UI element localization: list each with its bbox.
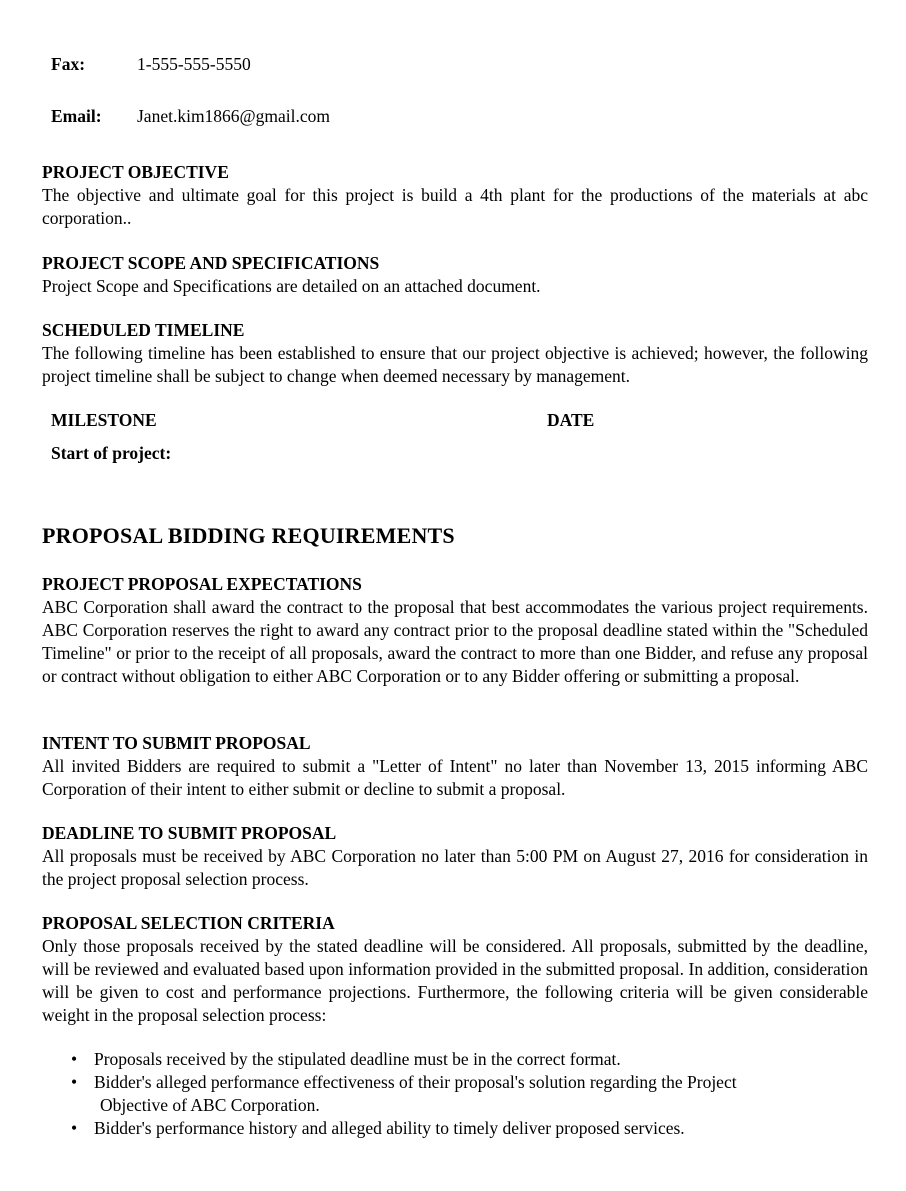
project-scope-text: Project Scope and Specifications are detailed on an attached document.: [42, 276, 541, 296]
fax-value: 1-555-555-5550: [137, 54, 251, 74]
list-item-text-continued: Objective of ABC Corporation.: [100, 1095, 320, 1115]
timeline-row-milestone: Start of project:: [51, 443, 172, 463]
selection-criteria-text: Only those proposals received by the stated deadline will be considered. All proposals, submitted by the deadline, will be reviewed and evaluated based upon information provided in the submitted proposal. In addition, consideration will be given to cost and performance projections. Furthermore, the following criteria will be given considerable weight in the proposal selection process:: [42, 936, 868, 1025]
project-objective-heading: PROJECT OBJECTIVE: [42, 162, 229, 182]
list-item-text: Proposals received by the stipulated deadline must be in the correct format.: [94, 1049, 621, 1069]
date-column-header: DATE: [547, 410, 595, 430]
selection-criteria-heading: PROPOSAL SELECTION CRITERIA: [42, 913, 335, 933]
intent-heading: INTENT TO SUBMIT PROPOSAL: [42, 733, 311, 753]
bidding-requirements-title: PROPOSAL BIDDING REQUIREMENTS: [42, 523, 455, 548]
list-item-text: Bidder's alleged performance effectiveness of their proposal's solution regarding the Project: [94, 1072, 737, 1092]
list-item: [42, 1071, 842, 1117]
expectations-heading: PROJECT PROPOSAL EXPECTATIONS: [42, 574, 362, 594]
bullet-icon: •: [71, 1049, 78, 1069]
list-item: [42, 1048, 842, 1071]
scheduled-timeline-heading: SCHEDULED TIMELINE: [42, 320, 245, 340]
scheduled-timeline-text: The following timeline has been established to ensure that our project objective is achieved; however, the following project timeline shall be subject to change when deemed necessary by management.: [42, 343, 868, 386]
bullet-icon: •: [71, 1072, 78, 1092]
intent-text: All invited Bidders are required to submit a "Letter of Intent" no later than November 13, 2015 informing ABC Corporation of their intent to either submit or decline to submit a proposal.: [42, 756, 868, 799]
bullet-icon: •: [71, 1118, 78, 1138]
deadline-text: All proposals must be received by ABC Corporation no later than 5:00 PM on August 27, 2016 for consideration in the project proposal selection process.: [42, 846, 868, 889]
deadline-heading: DEADLINE TO SUBMIT PROPOSAL: [42, 823, 337, 843]
project-objective-text: The objective and ultimate goal for this project is build a 4th plant for the productions of the materials at abc corporation..: [42, 185, 868, 228]
project-scope-heading: PROJECT SCOPE AND SPECIFICATIONS: [42, 253, 380, 273]
milestone-column-header: MILESTONE: [51, 410, 157, 430]
expectations-text: ABC Corporation shall award the contract to the proposal that best accommodates the various project requirements. ABC Corporation reserves the right to award any contract prior to the proposal deadline stated within the "Scheduled Timeline" or prior to the receipt of all proposals, award the contract to more than one Bidder, and refuse any proposal or contract without obligation to either ABC Corporation or to any Bidder offering or submitting a proposal.: [42, 597, 868, 686]
list-item-text: Bidder's performance history and alleged ability to timely deliver proposed services.: [94, 1118, 685, 1138]
email-value: Janet.kim1866@gmail.com: [137, 106, 331, 126]
criteria-list: [42, 1048, 842, 1140]
email-label: Email:: [51, 106, 102, 126]
list-item: [42, 1117, 842, 1140]
fax-label: Fax:: [51, 54, 86, 74]
